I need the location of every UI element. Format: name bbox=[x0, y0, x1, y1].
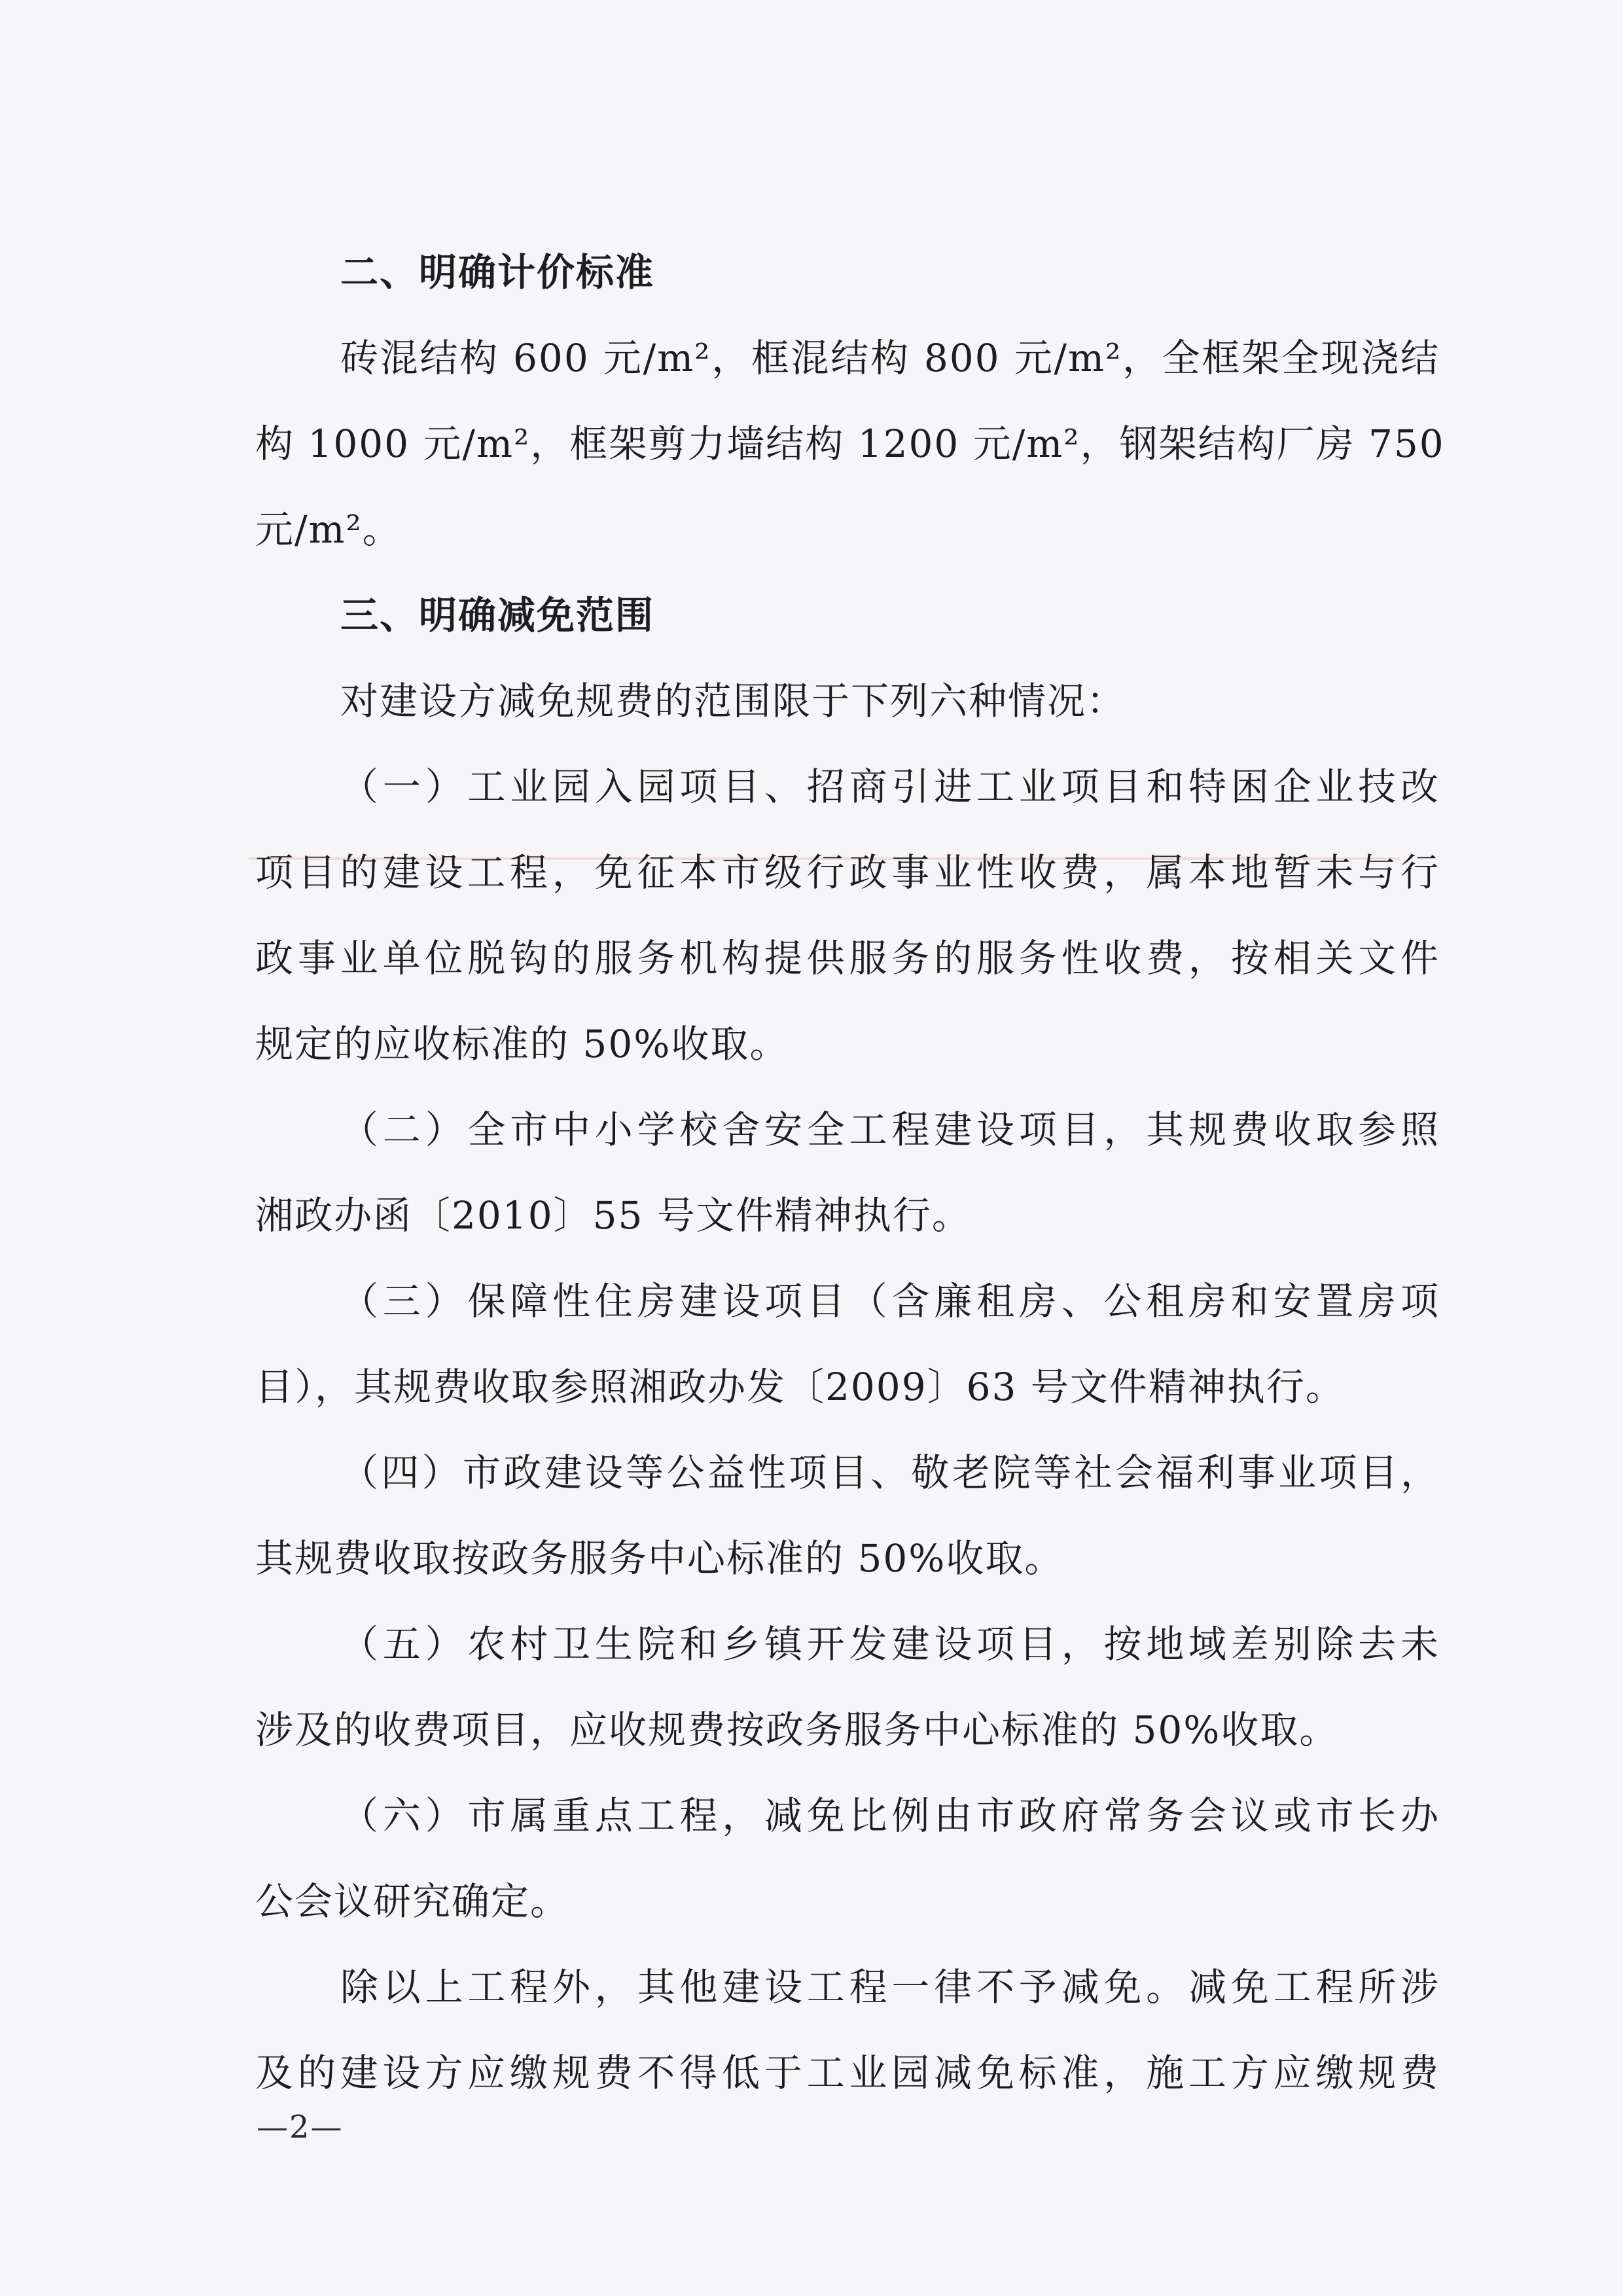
closing-line-2: 及的建设方应缴规费不得低于工业园减免标准，施工方应缴规费 bbox=[255, 2051, 1440, 2095]
section-heading-pricing: 二、明确计价标准 bbox=[340, 250, 655, 295]
pricing-paragraph-line-2: 构 1000 元/m²，框架剪力墙结构 1200 元/m²，钢架结构厂房 750 bbox=[255, 422, 1445, 466]
item-1-line-2: 项目的建设工程，免征本市级行政事业性收费，属本地暂未与行 bbox=[255, 850, 1440, 895]
pricing-paragraph-line-1: 砖混结构 600 元/m²，框混结构 800 元/m²，全框架全现浇结 bbox=[340, 336, 1440, 380]
item-4-line-1: （四）市政建设等公益性项目、敬老院等社会福利事业项目， bbox=[340, 1450, 1440, 1495]
item-3-line-1: （三）保障性住房建设项目（含廉租房、公租房和安置房项 bbox=[340, 1279, 1440, 1323]
exemption-intro: 对建设方减免规费的范围限于下列六种情况： bbox=[340, 679, 1126, 723]
item-2-line-1: （二）全市中小学校舍安全工程建设项目，其规费收取参照 bbox=[340, 1107, 1440, 1152]
item-4-line-2: 其规费收取按政务服务中心标准的 50%收取。 bbox=[255, 1536, 1064, 1581]
item-2-line-2: 湘政办函〔2010〕55 号文件精神执行。 bbox=[255, 1193, 971, 1238]
item-1-line-3: 政事业单位脱钩的服务机构提供服务的服务性收费，按相关文件 bbox=[255, 936, 1440, 980]
section-heading-exemption: 三、明确减免范围 bbox=[340, 593, 655, 637]
pricing-paragraph-line-3: 元/m²。 bbox=[255, 507, 402, 552]
item-1-line-4: 规定的应收标准的 50%收取。 bbox=[255, 1022, 789, 1066]
item-5-line-2: 涉及的收费项目，应收规费按政务服务中心标准的 50%收取。 bbox=[255, 1708, 1339, 1752]
item-1-line-1: （一）工业园入园项目、招商引进工业项目和特困企业技改 bbox=[340, 764, 1440, 809]
item-6-line-2: 公会议研究确定。 bbox=[255, 1879, 570, 1924]
item-3-line-2: 目），其规费收取参照湘政办发〔2009〕63 号文件精神执行。 bbox=[255, 1365, 1345, 1409]
item-5-line-1: （五）农村卫生院和乡镇开发建设项目，按地域差别除去未 bbox=[340, 1622, 1440, 1666]
page-number: —2— bbox=[257, 2109, 344, 2145]
item-6-line-1: （六）市属重点工程，减免比例由市政府常务会议或市长办 bbox=[340, 1793, 1440, 1838]
closing-line-1: 除以上工程外，其他建设工程一律不予减免。减免工程所涉 bbox=[340, 1965, 1440, 2009]
